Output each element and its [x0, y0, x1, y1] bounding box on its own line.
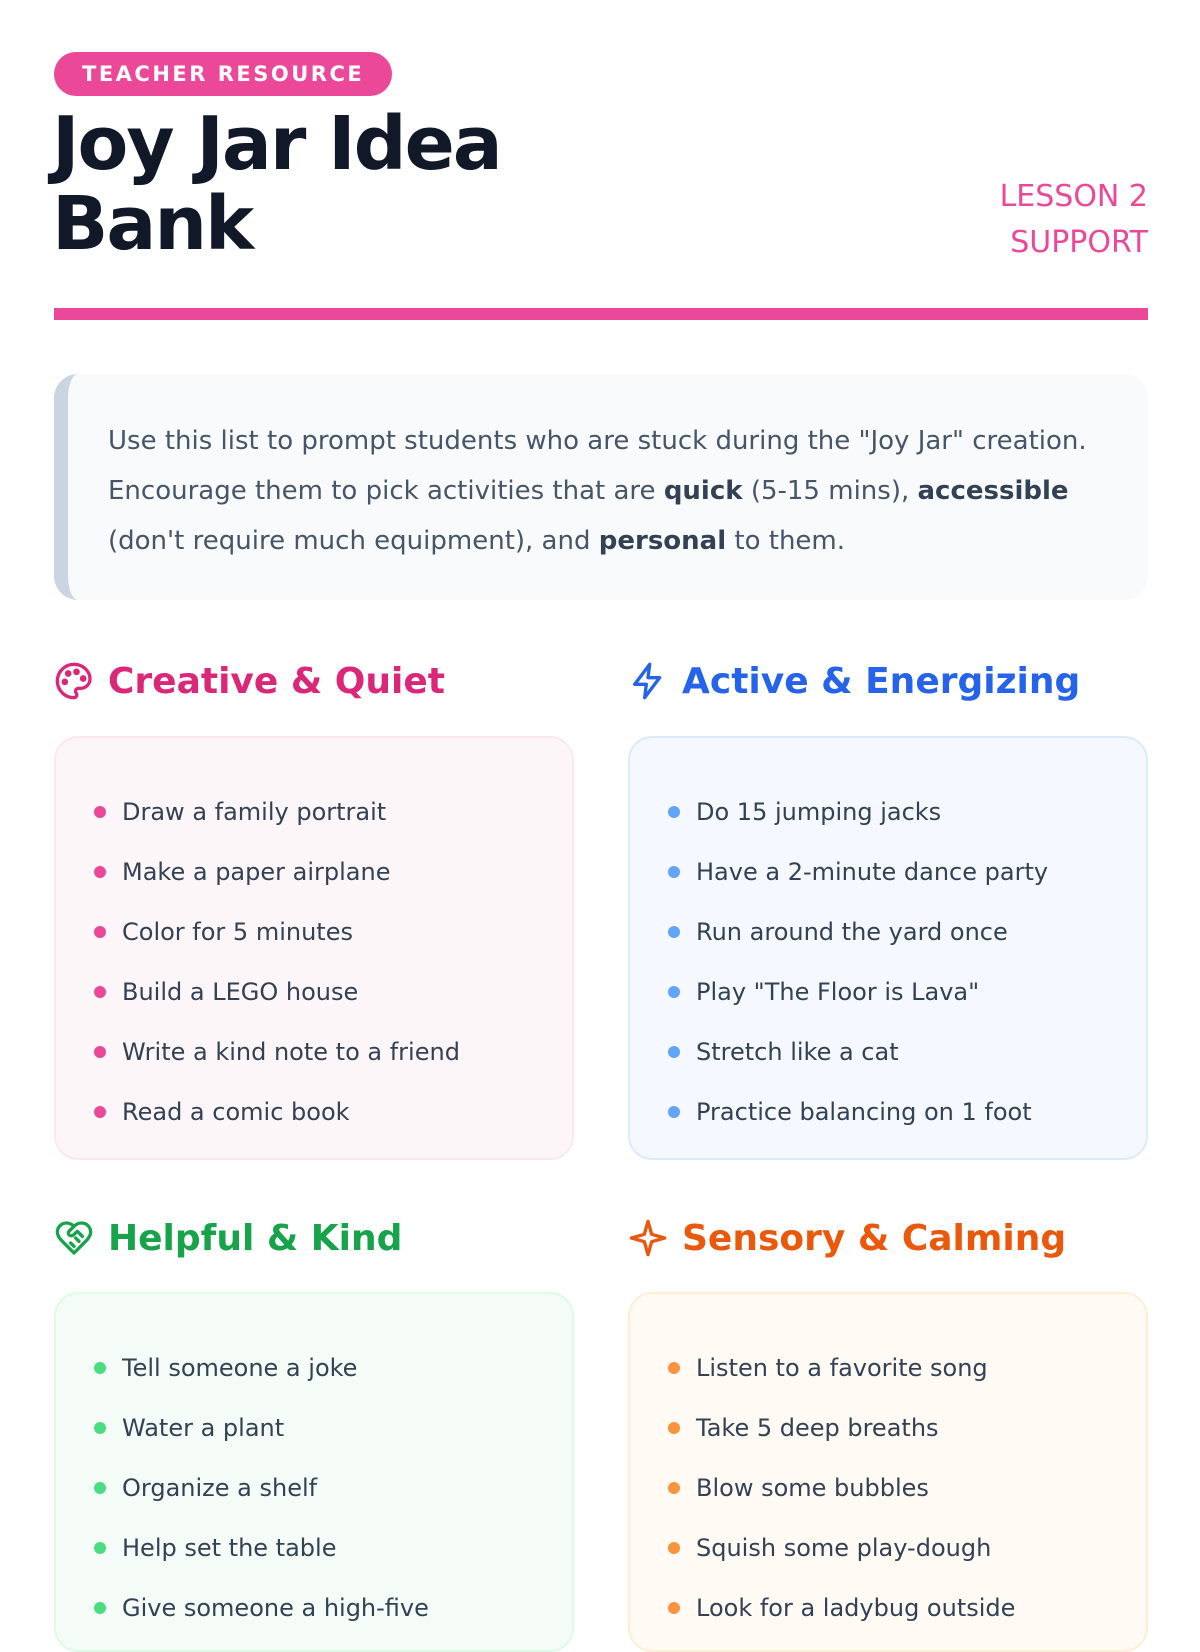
- list-item-label: Organize a shelf: [122, 1474, 318, 1502]
- list-item-label: Blow some bubbles: [696, 1474, 929, 1502]
- list-item: [668, 1082, 1146, 1142]
- list-item-label: Build a LEGO house: [122, 978, 359, 1006]
- list-item: [668, 902, 1146, 962]
- intro-bold-quick: quick: [663, 476, 743, 506]
- intro-text-2: (5-15 mins),: [742, 476, 918, 506]
- bullet-dot: [94, 866, 106, 878]
- section-card-helpful: [54, 1292, 574, 1652]
- list-item: [668, 842, 1146, 902]
- list-item: [94, 1398, 572, 1458]
- list-item-label: Give someone a high-five: [122, 1594, 429, 1622]
- intro-bold-personal: personal: [598, 526, 727, 556]
- section-header-helpful: [54, 1213, 402, 1263]
- bullet-dot: [94, 1422, 106, 1434]
- list-item-label: Make a paper airplane: [122, 858, 391, 886]
- bullet-dot: [668, 1046, 680, 1058]
- bullet-dot: [94, 1046, 106, 1058]
- sparkle-icon: [628, 1218, 668, 1258]
- list-item-label: Have a 2-minute dance party: [696, 858, 1049, 886]
- bullet-dot: [668, 1422, 680, 1434]
- section-title: Helpful & Kind: [108, 1217, 403, 1259]
- list-item-label: Color for 5 minutes: [122, 918, 353, 946]
- list-item-label: Do 15 jumping jacks: [696, 798, 942, 826]
- section-card-active: [628, 736, 1148, 1160]
- lightning-icon: [628, 661, 668, 701]
- list-item: [668, 1518, 1146, 1578]
- list-item: [94, 962, 572, 1022]
- bullet-dot: [94, 1602, 106, 1614]
- intro-text-1: Use this list to prompt students who are stuck during the "Joy Jar" creation. Encourage them to pick activities that are: [108, 426, 1087, 506]
- list-item-label: Run around the yard once: [696, 918, 1008, 946]
- list-item-label: Tell someone a joke: [122, 1354, 358, 1382]
- list-item-label: Take 5 deep breaths: [696, 1414, 939, 1442]
- list-item: [668, 1458, 1146, 1518]
- list-item-label: Stretch like a cat: [696, 1038, 899, 1066]
- lesson-label: [888, 174, 1148, 266]
- list-item: [94, 1578, 572, 1638]
- bullet-dot: [94, 806, 106, 818]
- bullet-dot: [668, 1602, 680, 1614]
- list-item: [94, 782, 572, 842]
- list-item-label: Write a kind note to a friend: [122, 1038, 460, 1066]
- heart-handshake-icon: [54, 1218, 94, 1258]
- intro-bold-accessible: accessible: [917, 476, 1069, 506]
- activity-list: [668, 782, 1146, 1142]
- teacher-resource-badge: TEACHER RESOURCE: [54, 52, 392, 96]
- list-item-label: Read a comic book: [122, 1098, 350, 1126]
- bullet-dot: [668, 986, 680, 998]
- bullet-dot: [94, 1362, 106, 1374]
- palette-icon: [54, 661, 94, 701]
- list-item: [94, 1082, 572, 1142]
- list-item: [94, 842, 572, 902]
- header-divider: [54, 308, 1148, 320]
- list-item-label: Practice balancing on 1 foot: [696, 1098, 1032, 1126]
- bullet-dot: [668, 806, 680, 818]
- section-title: Creative & Quiet: [108, 660, 445, 702]
- section-header-active: [628, 656, 1080, 706]
- list-item: [668, 1338, 1146, 1398]
- bullet-dot: [668, 866, 680, 878]
- page-title: Joy Jar Idea Bank: [52, 101, 501, 267]
- bullet-dot: [94, 1542, 106, 1554]
- list-item: [94, 1518, 572, 1578]
- bullet-dot: [94, 1482, 106, 1494]
- bullet-dot: [668, 1362, 680, 1374]
- list-item: [94, 1458, 572, 1518]
- section-card-creative: [54, 736, 574, 1160]
- bullet-dot: [668, 1106, 680, 1118]
- list-item-label: Draw a family portrait: [122, 798, 387, 826]
- list-item: [668, 782, 1146, 842]
- bullet-dot: [668, 1482, 680, 1494]
- section-header-sensory: [628, 1213, 1066, 1263]
- list-item: [94, 1022, 572, 1082]
- list-item: [94, 902, 572, 962]
- intro-text-4: to them.: [726, 526, 846, 556]
- intro-callout: [54, 374, 1148, 600]
- activity-list: [94, 782, 572, 1142]
- list-item-label: Listen to a favorite song: [696, 1354, 988, 1382]
- list-item-label: Look for a ladybug outside: [696, 1594, 1016, 1622]
- bullet-dot: [668, 926, 680, 938]
- list-item-label: Water a plant: [122, 1414, 285, 1442]
- bullet-dot: [94, 926, 106, 938]
- bullet-dot: [94, 986, 106, 998]
- lesson-label-line1: LESSON 2: [999, 179, 1148, 214]
- list-item-label: Squish some play-dough: [696, 1534, 992, 1562]
- list-item-label: Help set the table: [122, 1534, 337, 1562]
- section-title: Sensory & Calming: [682, 1217, 1067, 1259]
- list-item: [94, 1338, 572, 1398]
- lesson-label-line2: SUPPORT: [1010, 225, 1148, 260]
- list-item-label: Play "The Floor is Lava": [696, 978, 980, 1006]
- section-title: Active & Energizing: [682, 660, 1081, 702]
- activity-list: [94, 1338, 572, 1638]
- bullet-dot: [668, 1542, 680, 1554]
- list-item: [668, 1398, 1146, 1458]
- activity-list: [668, 1338, 1146, 1638]
- section-header-creative: [54, 656, 445, 706]
- list-item: [668, 1022, 1146, 1082]
- list-item: [668, 1578, 1146, 1638]
- section-card-sensory: [628, 1292, 1148, 1652]
- list-item: [668, 962, 1146, 1022]
- bullet-dot: [94, 1106, 106, 1118]
- intro-text-3: (don't require much equipment), and: [108, 526, 599, 556]
